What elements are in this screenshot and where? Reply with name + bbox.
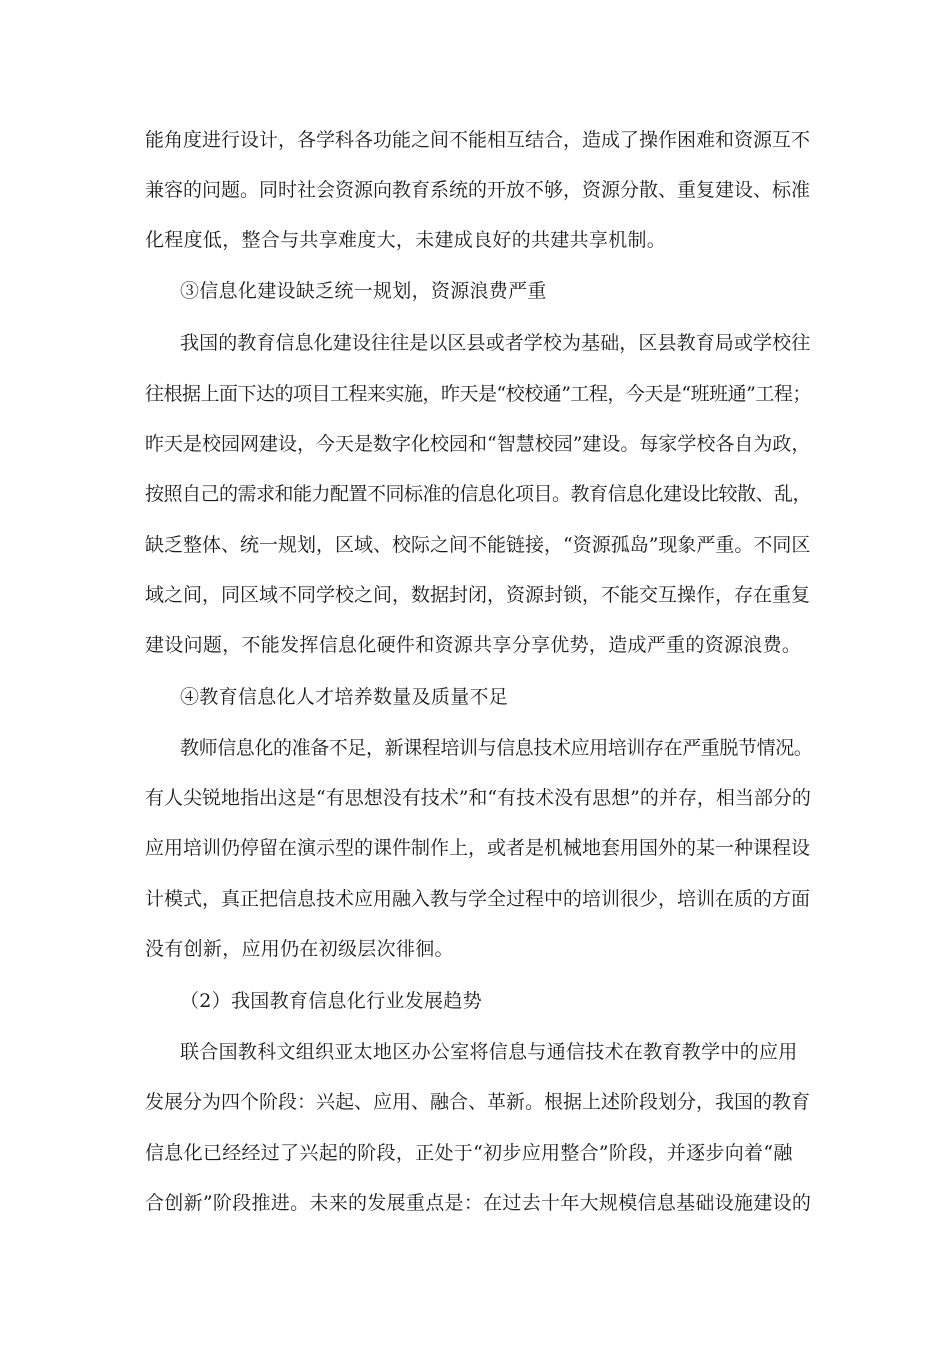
text-line: 按照自己的需求和能力配置不同标准的信息化项目。教育信息化建设比较散、乱， [145,483,812,505]
text-line: 计模式，真正把信息技术应用融入教与学全过程中的培训很少，培训在质的方面 [145,888,811,910]
text-line: 应用培训仍停留在演示型的课件制作上，或者是机械地套用国外的某一种课程设 [145,837,811,859]
text-line: 教师信息化的准备不足，新课程培训与信息技术应用培训存在严重脱节情况。 [180,737,813,759]
text-line: 化程度低，整合与共享难度大，未建成良好的共建共享机制。 [145,229,667,251]
section-heading: （2）我国教育信息化行业发展趋势 [180,990,482,1012]
text-line: 合创新”阶段推进。未来的发展重点是：在过去十年大规模信息基础设施建设的 [145,1192,812,1214]
text-line: 有人尖锐地指出这是“有思想没有技术”和“有技术没有思想”的并存，相当部分的 [145,787,811,809]
text-line: 往根据上面下达的项目工程来实施，昨天是“校校通”工程，今天是“班班通”工程； [145,383,811,405]
text-line: 我国的教育信息化建设往往是以区县或者学校为基础，区县教育局或学校往 [180,332,811,354]
text-line: 没有创新，应用仍在初级层次徘徊。 [145,938,454,960]
text-line: 昨天是校园网建设，今天是数字化校园和“智慧校园”建设。每家学校各自为政， [145,433,811,455]
text-line: 联合国教科文组织亚太地区办公室将信息与通信技术在教育教学中的应用 [180,1041,798,1063]
section-heading: ③信息化建设缺乏统一规划，资源浪费严重 [180,280,547,302]
section-heading: ④教育信息化人才培养数量及质量不足 [180,686,509,708]
text-line: 能角度进行设计，各学科各功能之间不能相互结合，造成了操作困难和资源互不 [145,129,811,151]
text-line: 域之间，同区域不同学校之间，数据封闭，资源封锁，不能交互操作，存在重复 [145,584,811,606]
text-line: 建设问题，不能发挥信息化硬件和资源共享分享优势，造成严重的资源浪费。 [145,634,802,656]
text-line: 缺乏整体、统一规划，区域、校际之间不能链接，“资源孤岛”现象严重。不同区 [145,534,811,556]
text-line: 兼容的问题。同时社会资源向教育系统的开放不够，资源分散、重复建设、标准 [145,179,811,201]
text-line: 信息化已经经过了兴起的阶段，正处于“初步应用整合”阶段，并逐步向着“融 [145,1142,793,1164]
text-line: 发展分为四个阶段：兴起、应用、融合、革新。根据上述阶段划分，我国的教育 [145,1091,811,1113]
